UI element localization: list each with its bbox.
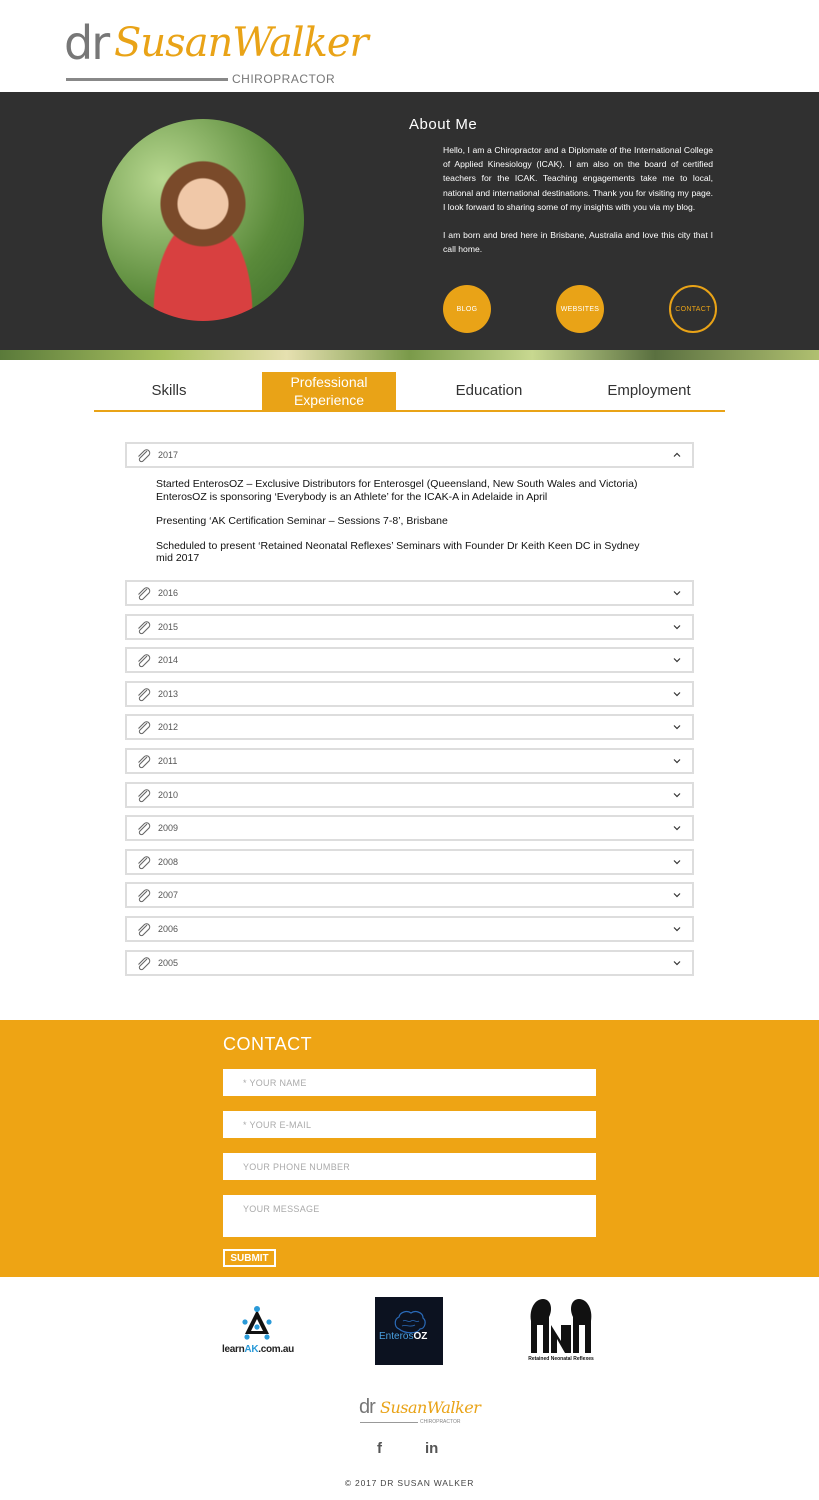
- accordion-year: 2016: [158, 588, 179, 598]
- tab-professional-experience[interactable]: Professional Experience: [262, 372, 396, 410]
- accordion-year: 2015: [158, 622, 179, 632]
- phone-input[interactable]: YOUR PHONE NUMBER: [223, 1153, 596, 1180]
- rnr-mark-icon: [527, 1295, 595, 1355]
- copyright: © 2017 DR SUSAN WALKER: [344, 1478, 475, 1488]
- chevron-down-icon: [672, 622, 682, 632]
- blog-button[interactable]: BLOG: [443, 285, 491, 333]
- accordion-header[interactable]: [125, 681, 694, 707]
- accordion-year: 2005: [158, 958, 179, 968]
- paperclip-icon: [136, 922, 152, 938]
- footer-logo-name: SusanWalker: [380, 1398, 481, 1417]
- enterosoz-logo[interactable]: [375, 1297, 443, 1365]
- contact-section: [0, 1020, 819, 1277]
- tab-employment[interactable]: Employment: [607, 382, 691, 399]
- linkedin-icon[interactable]: in: [425, 1440, 439, 1457]
- websites-button[interactable]: WEBSITES: [556, 285, 604, 333]
- contact-button[interactable]: CONTACT: [669, 285, 717, 333]
- accordion-year: 2010: [158, 790, 179, 800]
- paperclip-icon: [136, 687, 152, 703]
- accordion-header[interactable]: [125, 849, 694, 875]
- chevron-down-icon: [672, 958, 682, 968]
- chevron-up-icon: [672, 450, 682, 460]
- accordion-header[interactable]: [125, 882, 694, 908]
- learnak-brand: AK: [244, 1344, 259, 1355]
- accordion-content-2017: [156, 478, 656, 577]
- learnak-logo[interactable]: [222, 1306, 292, 1364]
- accordion-year: 2006: [158, 924, 179, 934]
- accordion-header-2017[interactable]: [125, 442, 694, 468]
- chevron-down-icon: [672, 790, 682, 800]
- footer-logo-dr: dr: [359, 1396, 375, 1418]
- about-text: [443, 143, 713, 256]
- logo-subtitle: CHIROPRACTOR: [232, 72, 336, 86]
- footer-logo[interactable]: [359, 1396, 481, 1426]
- hero-foliage-strip: [0, 350, 819, 360]
- about-title: About Me: [409, 116, 478, 133]
- enterosoz-wordmark: [379, 1331, 427, 1342]
- paperclip-icon: [136, 720, 152, 736]
- rnr-logo[interactable]: [525, 1295, 597, 1367]
- enteros-brand: OZ: [413, 1331, 428, 1342]
- tab-education[interactable]: Education: [455, 382, 523, 399]
- learnak-prefix: learn: [222, 1344, 245, 1355]
- enteros-prefix: Enteros: [379, 1331, 414, 1342]
- accordion-header[interactable]: [125, 950, 694, 976]
- learnak-suffix: .com.au: [258, 1344, 294, 1355]
- learnak-wordmark: [222, 1344, 292, 1355]
- accordion-year: 2011: [158, 756, 178, 766]
- tab-skills[interactable]: Skills: [151, 382, 187, 399]
- profile-photo: [102, 119, 304, 321]
- site-logo[interactable]: [64, 14, 368, 88]
- paperclip-icon: [136, 788, 152, 804]
- paperclip-icon: [136, 956, 152, 972]
- paperclip-icon: [136, 586, 152, 602]
- logo-divider: [66, 78, 228, 81]
- chevron-down-icon: [672, 924, 682, 934]
- accordion-header[interactable]: [125, 647, 694, 673]
- email-input[interactable]: * YOUR E-MAIL: [223, 1111, 596, 1138]
- chevron-down-icon: [672, 890, 682, 900]
- paperclip-icon: [136, 855, 152, 871]
- accordion-year: 2014: [158, 655, 179, 665]
- rnr-caption: Retained Neonatal Reflexes: [528, 1356, 594, 1362]
- contact-title: CONTACT: [223, 1034, 313, 1054]
- logo-name: SusanWalker: [114, 20, 368, 66]
- accordion-year: 2009: [158, 823, 179, 833]
- learnak-mark-icon: [241, 1306, 273, 1340]
- submit-button[interactable]: SUBMIT: [223, 1249, 276, 1267]
- chevron-down-icon: [672, 857, 682, 867]
- chevron-down-icon: [672, 588, 682, 598]
- accordion-header[interactable]: [125, 748, 694, 774]
- section-tabs: [94, 372, 725, 412]
- accordion-year: 2017: [158, 450, 179, 460]
- footer-logo-divider: [360, 1422, 418, 1423]
- about-paragraph-1: Hello, I am a Chiropractor and a Diplomate of the International College of Applied Kinesiology (ICAK). I am also on the board of certified teachers for the ICAK. Teaching engagements take me to local, national and international destinations. Thank you for visiting my page. I look forward to sharing some of my insights with you via my blog.: [443, 145, 713, 212]
- accordion-header[interactable]: [125, 815, 694, 841]
- paperclip-icon: [136, 821, 152, 837]
- accordion-year: 2007: [158, 890, 179, 900]
- chevron-down-icon: [672, 689, 682, 699]
- about-paragraph-2: I am born and bred here in Brisbane, Australia and love this city that I call home.: [443, 230, 713, 255]
- logo-dr: dr: [64, 16, 109, 70]
- accordion-year: 2012: [158, 722, 179, 732]
- paperclip-icon: [136, 448, 152, 464]
- accordion-year: 2013: [158, 689, 179, 699]
- accordion-entry: Presenting ‘AK Certification Seminar – Sessions 7-8’, Brisbane: [156, 515, 448, 527]
- chevron-down-icon: [672, 823, 682, 833]
- chevron-down-icon: [672, 655, 682, 665]
- accordion-header[interactable]: [125, 714, 694, 740]
- paperclip-icon: [136, 754, 152, 770]
- paperclip-icon: [136, 620, 152, 636]
- footer-logo-subtitle: CHIROPRACTOR: [420, 1419, 461, 1425]
- accordion-year: 2008: [158, 857, 179, 867]
- accordion-header[interactable]: [125, 782, 694, 808]
- accordion-entry: Started EnterosOZ – Exclusive Distributors for Enterosgel (Queensland, New South Wales and Victoria) EnterosOZ is sponsoring ‘Everybody is an Athlete’ for the ICAK-A in Adelaide in April: [156, 478, 638, 503]
- accordion-header[interactable]: [125, 916, 694, 942]
- accordion-header[interactable]: [125, 614, 694, 640]
- accordion-entry: Scheduled to present ‘Retained Neonatal Reflexes’ Seminars with Founder Dr Keith Keen DC in Sydney mid 2017: [156, 539, 640, 564]
- message-textarea[interactable]: YOUR MESSAGE: [223, 1195, 596, 1237]
- site-header: [0, 0, 819, 92]
- chevron-down-icon: [672, 722, 682, 732]
- name-input[interactable]: * YOUR NAME: [223, 1069, 596, 1096]
- chevron-down-icon: [672, 756, 682, 766]
- facebook-icon[interactable]: f: [377, 1440, 382, 1457]
- paperclip-icon: [136, 653, 152, 669]
- accordion-header[interactable]: [125, 580, 694, 606]
- paperclip-icon: [136, 888, 152, 904]
